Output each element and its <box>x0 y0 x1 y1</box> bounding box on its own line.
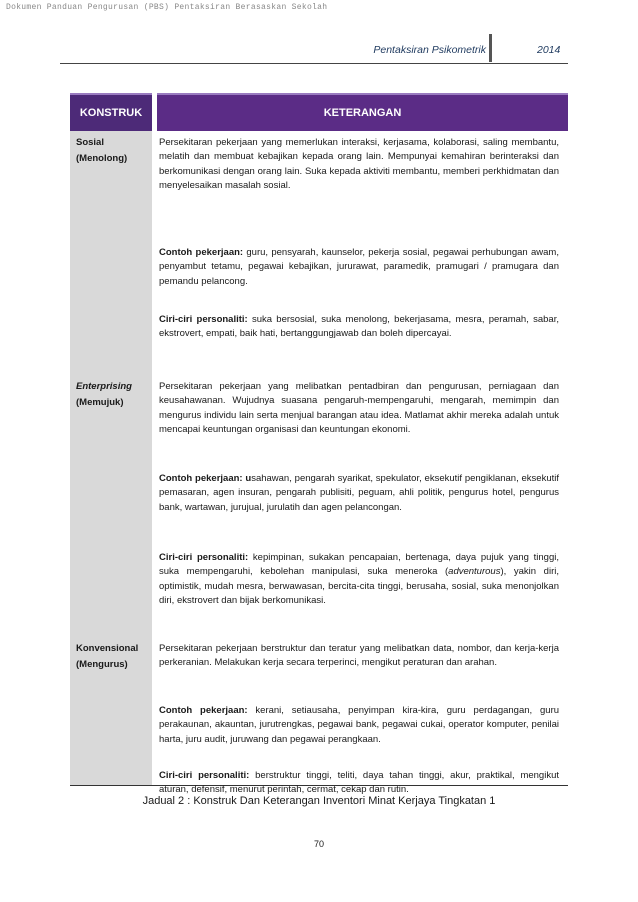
header-rule <box>60 63 568 64</box>
personality-text-cont: ), yakin diri, optimistik, mudah mesra, berwawasan, bercita-cita tinggi, berusaha, sosial, suka menonjolkan diri, ekstrovert dan bijak berkomunikasi. <box>159 566 559 606</box>
document-title: Dokumen Panduan Pengurusan (PBS) Pentaksiran Berasaskan Sekolah <box>6 3 328 12</box>
keterangan-column <box>157 131 568 785</box>
column-header-keterangan: KETERANGAN <box>157 93 568 131</box>
example-jobs-text: kerani, setiausaha, penyimpan kira-kira, guru perdagangan, guru perakaunan, akauntan, jurutrengkas, pegawai bank, pegawai cukai, operator komputer, penilai harta, juru audit, juruwang dan pegawai perangkaan. <box>159 705 560 745</box>
konstruk-cell-sosial <box>70 135 152 167</box>
konstruk-name: Sosial <box>76 137 104 148</box>
personality-text: kepimpinan, sukakan pencapaian, bertenaga, daya pujuk yang tinggi, suka mempengaruhi, kebolehan manipulasi, suka meneroka ( <box>159 552 559 578</box>
example-jobs-paragraph <box>159 472 559 515</box>
example-jobs-paragraph <box>159 704 559 747</box>
personality-paragraph <box>159 769 559 798</box>
konstruk-subtitle: (Mengurus) <box>76 659 128 670</box>
personality-paragraph <box>159 313 559 342</box>
description-paragraph: Persekitaran pekerjaan yang melibatkan pentadbiran dan pengurusan, perniagaan dan keusahawanan. Wujudnya suasana pengaruh-mempengaruhi, mengarah, memimpin dan mengurus individu lain serta menjual barangan atau idea. Matlamat akhir mereka adalah untuk mencapai keuntungan organisasi dan keuntungan ekonomi. <box>159 381 559 435</box>
konstruk-table <box>70 93 568 796</box>
table-header-row <box>70 93 568 131</box>
konstruk-cell-konvensional <box>70 641 152 673</box>
personality-label: Ciri-ciri personaliti: <box>159 770 250 781</box>
konstruk-cell-enterprising <box>70 379 152 411</box>
konstruk-subtitle: (Menolong) <box>76 153 128 164</box>
header-divider <box>489 34 492 62</box>
konstruk-name: Enterprising <box>76 381 132 392</box>
personality-label: Ciri-ciri personaliti: <box>159 314 248 325</box>
example-jobs-text: sahawan, pengarah syarikat, spekulator, eksekutif pengiklanan, eksekutif pemasaran, agen insuran, pengarah publisiti, peguam, ahli politik, pengurus hotel, pengurus bank, wartawan, jurujual, jurulatih dan agen pelancongan. <box>159 473 560 513</box>
column-header-konstruk: KONSTRUK <box>70 93 152 131</box>
header-year: 2014 <box>537 44 561 56</box>
personality-label: Ciri-ciri personaliti: <box>159 552 249 563</box>
konstruk-name: Konvensional <box>76 643 139 654</box>
header-section-title: Pentaksiran Psikometrik <box>373 44 486 56</box>
description-paragraph: Persekitaran pekerjaan yang memerlukan interaksi, kerjasama, kolaborasi, saling membantu, melatih dan membuat kebajikan kepada orang lain. Mempunyai kemahiran berinteraksi dan berkomunikasi dengan orang lain. Suka kepada aktiviti membantu, memberi perkhidmatan dan menyelesaikan masalah sosial. <box>159 137 559 191</box>
description-paragraph: Persekitaran pekerjaan berstruktur dan teratur yang melibatkan data, nombor, dan kerja-kerja perkeranian. Melakukan kerja secara terperinci, mengikut peraturan dan arahan. <box>159 643 559 669</box>
example-jobs-text: guru, pensyarah, kaunselor, pekerja sosial, pegawai perhubungan awam, penyambut tetamu, pegawai kebajikan, jururawat, paramedik, pramugari / pramugara dan pemandu pelancong. <box>159 247 559 287</box>
konstruk-column <box>70 131 152 785</box>
table-caption: Jadual 2 : Konstruk Dan Keterangan Inventori Minat Kerjaya Tingkatan 1 <box>142 795 496 807</box>
table-body <box>70 131 568 796</box>
example-jobs-label: Contoh pekerjaan: u <box>159 473 252 484</box>
example-jobs-paragraph <box>159 246 559 289</box>
personality-text: berstruktur tinggi, teliti, daya tahan tinggi, akur, praktikal, mengikut aturan, defensif, menurut perintah, cermat, cekap dan rutin. <box>159 770 559 796</box>
personality-emphasis: adventurous <box>448 566 501 578</box>
page-number: 70 <box>313 839 324 849</box>
konstruk-subtitle: (Memujuk) <box>76 397 124 408</box>
personality-text: suka bersosial, suka menolong, bekerjasama, mesra, peramah, sabar, ekstrovert, empati, baik hati, bertanggungjawab dan boleh dipercayai. <box>159 314 559 340</box>
example-jobs-label: Contoh pekerjaan: <box>159 705 248 716</box>
example-jobs-label: Contoh pekerjaan: <box>159 247 244 258</box>
personality-paragraph <box>159 551 559 608</box>
